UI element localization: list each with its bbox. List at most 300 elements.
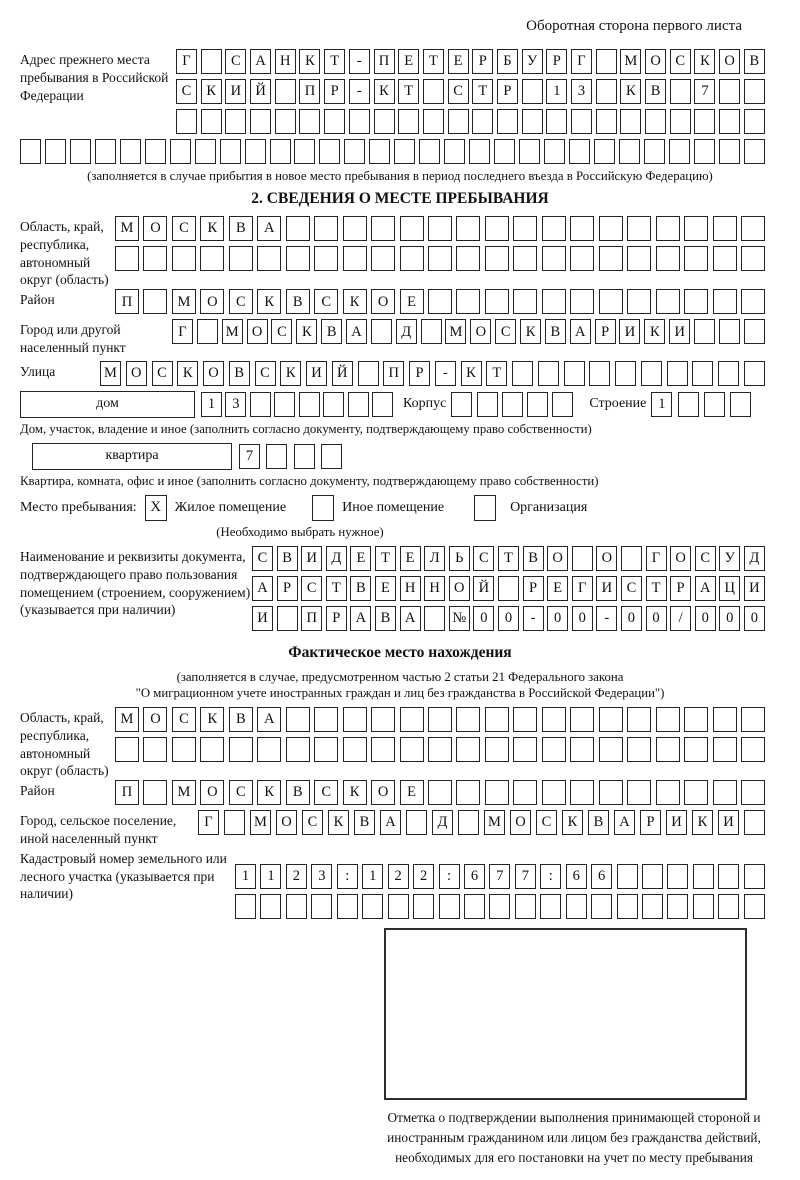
char-cell[interactable]: 1 xyxy=(235,864,256,889)
char-cell[interactable] xyxy=(95,139,116,164)
char-cell[interactable] xyxy=(667,361,688,386)
char-cell[interactable] xyxy=(670,109,691,134)
char-cell[interactable]: А xyxy=(252,576,273,601)
char-cell[interactable]: О xyxy=(470,319,491,344)
char-cell[interactable]: И xyxy=(252,606,273,631)
char-cell[interactable]: 7 xyxy=(515,864,536,889)
char-cell[interactable]: К xyxy=(257,289,281,314)
char-cell[interactable] xyxy=(627,707,651,732)
char-cell[interactable] xyxy=(456,216,480,241)
char-cell[interactable] xyxy=(428,737,452,762)
char-cell[interactable]: О xyxy=(200,780,224,805)
char-cell[interactable] xyxy=(270,139,291,164)
char-cell[interactable]: С xyxy=(302,810,323,835)
char-cell[interactable]: Р xyxy=(277,576,298,601)
char-cell[interactable]: О xyxy=(510,810,531,835)
char-cell[interactable]: 2 xyxy=(388,864,409,889)
char-cell[interactable]: Ц xyxy=(719,576,740,601)
char-cell[interactable] xyxy=(589,361,610,386)
char-cell[interactable] xyxy=(566,894,587,919)
char-cell[interactable]: Р xyxy=(472,49,493,74)
char-cell[interactable] xyxy=(469,139,490,164)
char-cell[interactable]: Е xyxy=(547,576,568,601)
char-cell[interactable]: Т xyxy=(398,79,419,104)
char-cell[interactable]: О xyxy=(596,546,617,571)
char-cell[interactable] xyxy=(421,319,442,344)
char-cell[interactable]: Р xyxy=(409,361,430,386)
char-cell[interactable]: К xyxy=(343,289,367,314)
char-cell[interactable]: К xyxy=(280,361,301,386)
char-cell[interactable]: 7 xyxy=(489,864,510,889)
char-cell[interactable] xyxy=(617,894,638,919)
char-cell[interactable]: К xyxy=(520,319,541,344)
char-cell[interactable]: - xyxy=(435,361,456,386)
char-cell[interactable] xyxy=(513,737,537,762)
char-cell[interactable] xyxy=(372,392,393,417)
char-cell[interactable]: К xyxy=(692,810,713,835)
char-cell[interactable]: 0 xyxy=(719,606,740,631)
char-cell[interactable] xyxy=(571,109,592,134)
char-cell[interactable] xyxy=(369,139,390,164)
char-cell[interactable] xyxy=(448,109,469,134)
char-cell[interactable]: М xyxy=(620,49,641,74)
char-cell[interactable] xyxy=(464,894,485,919)
char-cell[interactable]: О xyxy=(547,546,568,571)
char-cell[interactable] xyxy=(596,49,617,74)
char-cell[interactable] xyxy=(456,737,480,762)
char-cell[interactable] xyxy=(741,289,765,314)
char-cell[interactable]: А xyxy=(257,216,281,241)
char-cell[interactable]: 1 xyxy=(546,79,567,104)
char-cell[interactable]: Е xyxy=(400,780,424,805)
char-cell[interactable]: / xyxy=(670,606,691,631)
char-cell[interactable] xyxy=(522,79,543,104)
char-cell[interactable] xyxy=(314,216,338,241)
char-cell[interactable] xyxy=(570,737,594,762)
char-cell[interactable]: К xyxy=(200,707,224,732)
char-cell[interactable] xyxy=(344,139,365,164)
char-cell[interactable]: 2 xyxy=(286,864,307,889)
char-cell[interactable] xyxy=(250,109,271,134)
char-cell[interactable]: А xyxy=(257,707,281,732)
char-cell[interactable]: О xyxy=(143,707,167,732)
char-cell[interactable]: Т xyxy=(375,546,396,571)
char-cell[interactable]: О xyxy=(371,780,395,805)
char-cell[interactable]: Д xyxy=(396,319,417,344)
char-cell[interactable] xyxy=(570,780,594,805)
char-cell[interactable] xyxy=(591,894,612,919)
char-cell[interactable] xyxy=(371,246,395,271)
char-cell[interactable] xyxy=(513,289,537,314)
char-cell[interactable]: Т xyxy=(472,79,493,104)
char-cell[interactable]: С xyxy=(271,319,292,344)
char-cell[interactable] xyxy=(667,894,688,919)
char-cell[interactable] xyxy=(741,707,765,732)
char-cell[interactable] xyxy=(718,864,739,889)
char-cell[interactable]: П xyxy=(115,780,139,805)
char-cell[interactable] xyxy=(458,810,479,835)
char-cell[interactable]: П xyxy=(301,606,322,631)
char-cell[interactable] xyxy=(286,737,310,762)
char-cell[interactable]: Д xyxy=(744,546,765,571)
char-cell[interactable] xyxy=(546,109,567,134)
char-cell[interactable] xyxy=(656,737,680,762)
char-cell[interactable]: В xyxy=(545,319,566,344)
char-cell[interactable] xyxy=(693,894,714,919)
char-cell[interactable] xyxy=(456,246,480,271)
char-cell[interactable]: Е xyxy=(448,49,469,74)
char-cell[interactable] xyxy=(343,246,367,271)
char-cell[interactable] xyxy=(394,139,415,164)
char-cell[interactable]: 3 xyxy=(225,392,246,417)
char-cell[interactable] xyxy=(257,737,281,762)
char-cell[interactable] xyxy=(570,289,594,314)
char-cell[interactable]: Л xyxy=(424,546,445,571)
char-cell[interactable] xyxy=(120,139,141,164)
char-cell[interactable] xyxy=(515,894,536,919)
char-cell[interactable]: 0 xyxy=(572,606,593,631)
char-cell[interactable] xyxy=(314,246,338,271)
char-cell[interactable] xyxy=(400,216,424,241)
char-cell[interactable] xyxy=(229,246,253,271)
char-cell[interactable]: М xyxy=(115,707,139,732)
char-cell[interactable] xyxy=(143,289,167,314)
char-cell[interactable]: Е xyxy=(400,546,421,571)
char-cell[interactable] xyxy=(229,737,253,762)
char-cell[interactable]: - xyxy=(523,606,544,631)
char-cell[interactable] xyxy=(694,319,715,344)
char-cell[interactable]: К xyxy=(177,361,198,386)
char-cell[interactable]: Н xyxy=(400,576,421,601)
char-cell[interactable]: О xyxy=(126,361,147,386)
char-cell[interactable]: В xyxy=(350,576,371,601)
char-cell[interactable] xyxy=(428,216,452,241)
char-cell[interactable]: А xyxy=(400,606,421,631)
char-cell[interactable] xyxy=(572,546,593,571)
char-cell[interactable]: : xyxy=(540,864,561,889)
char-cell[interactable] xyxy=(684,707,708,732)
char-cell[interactable]: : xyxy=(337,864,358,889)
char-cell[interactable] xyxy=(220,139,241,164)
char-cell[interactable]: О xyxy=(719,49,740,74)
char-cell[interactable]: С xyxy=(152,361,173,386)
char-cell[interactable]: 1 xyxy=(260,864,281,889)
char-cell[interactable] xyxy=(564,361,585,386)
char-cell[interactable]: Д xyxy=(432,810,453,835)
char-cell[interactable] xyxy=(374,109,395,134)
char-cell[interactable] xyxy=(362,894,383,919)
char-cell[interactable]: К xyxy=(201,79,222,104)
char-cell[interactable]: Т xyxy=(326,576,347,601)
char-cell[interactable]: С xyxy=(314,780,338,805)
char-cell[interactable] xyxy=(744,319,765,344)
char-cell[interactable] xyxy=(343,216,367,241)
char-cell[interactable]: 0 xyxy=(744,606,765,631)
char-cell[interactable] xyxy=(538,361,559,386)
char-cell[interactable] xyxy=(542,246,566,271)
char-cell[interactable] xyxy=(201,109,222,134)
char-cell[interactable] xyxy=(718,894,739,919)
char-cell[interactable]: С xyxy=(448,79,469,104)
char-cell[interactable] xyxy=(115,737,139,762)
char-cell[interactable] xyxy=(200,246,224,271)
char-cell[interactable]: С xyxy=(314,289,338,314)
char-cell[interactable]: Т xyxy=(486,361,507,386)
char-cell[interactable] xyxy=(143,780,167,805)
char-cell[interactable] xyxy=(451,392,472,417)
char-cell[interactable] xyxy=(719,319,740,344)
char-cell[interactable]: 7 xyxy=(694,79,715,104)
char-cell[interactable]: Е xyxy=(398,49,419,74)
char-cell[interactable] xyxy=(197,319,218,344)
char-cell[interactable]: В xyxy=(375,606,396,631)
char-cell[interactable]: 0 xyxy=(621,606,642,631)
char-cell[interactable] xyxy=(599,737,623,762)
char-cell[interactable] xyxy=(744,810,765,835)
char-cell[interactable]: С xyxy=(172,216,196,241)
char-cell[interactable] xyxy=(684,780,708,805)
char-cell[interactable]: И xyxy=(718,810,739,835)
char-cell[interactable] xyxy=(170,139,191,164)
char-cell[interactable] xyxy=(371,707,395,732)
char-cell[interactable]: 2 xyxy=(413,864,434,889)
char-cell[interactable] xyxy=(642,864,663,889)
char-cell[interactable] xyxy=(444,139,465,164)
char-cell[interactable] xyxy=(513,707,537,732)
char-cell[interactable] xyxy=(542,780,566,805)
char-cell[interactable]: О xyxy=(371,289,395,314)
char-cell[interactable] xyxy=(257,246,281,271)
char-cell[interactable]: И xyxy=(666,810,687,835)
char-cell[interactable]: А xyxy=(250,49,271,74)
char-cell[interactable]: С xyxy=(255,361,276,386)
char-cell[interactable] xyxy=(552,392,573,417)
char-cell[interactable] xyxy=(195,139,216,164)
char-cell[interactable]: А xyxy=(346,319,367,344)
char-cell[interactable]: С xyxy=(229,780,253,805)
char-cell[interactable] xyxy=(274,392,295,417)
char-cell[interactable] xyxy=(419,139,440,164)
char-cell[interactable]: И xyxy=(596,576,617,601)
char-cell[interactable] xyxy=(20,139,41,164)
char-cell[interactable] xyxy=(477,392,498,417)
char-cell[interactable] xyxy=(250,392,271,417)
char-cell[interactable] xyxy=(472,109,493,134)
char-cell[interactable] xyxy=(485,737,509,762)
char-cell[interactable]: К xyxy=(257,780,281,805)
char-cell[interactable]: О xyxy=(645,49,666,74)
char-cell[interactable] xyxy=(570,707,594,732)
char-cell[interactable] xyxy=(718,361,739,386)
char-cell[interactable]: В xyxy=(286,289,310,314)
char-cell[interactable]: М xyxy=(172,780,196,805)
char-cell[interactable] xyxy=(294,444,315,469)
char-cell[interactable] xyxy=(644,139,665,164)
char-cell[interactable]: А xyxy=(614,810,635,835)
char-cell[interactable] xyxy=(599,246,623,271)
char-cell[interactable]: Е xyxy=(350,546,371,571)
char-cell[interactable]: О xyxy=(276,810,297,835)
char-cell[interactable]: П xyxy=(115,289,139,314)
char-cell[interactable] xyxy=(744,109,765,134)
char-cell[interactable]: И xyxy=(301,546,322,571)
char-cell[interactable]: Г xyxy=(572,576,593,601)
char-cell[interactable] xyxy=(741,737,765,762)
char-cell[interactable] xyxy=(621,546,642,571)
char-cell[interactable]: Й xyxy=(332,361,353,386)
char-cell[interactable]: В xyxy=(588,810,609,835)
char-cell[interactable] xyxy=(400,707,424,732)
char-cell[interactable]: М xyxy=(172,289,196,314)
char-cell[interactable] xyxy=(656,246,680,271)
char-cell[interactable] xyxy=(656,780,680,805)
char-cell[interactable] xyxy=(619,139,640,164)
char-cell[interactable] xyxy=(299,109,320,134)
char-cell[interactable] xyxy=(684,737,708,762)
char-cell[interactable] xyxy=(456,707,480,732)
char-cell[interactable]: 6 xyxy=(591,864,612,889)
char-cell[interactable]: С xyxy=(301,576,322,601)
char-cell[interactable] xyxy=(719,79,740,104)
char-cell[interactable] xyxy=(599,289,623,314)
char-cell[interactable]: Е xyxy=(375,576,396,601)
char-cell[interactable] xyxy=(522,109,543,134)
char-cell[interactable]: Й xyxy=(250,79,271,104)
char-cell[interactable] xyxy=(719,139,740,164)
char-cell[interactable]: № xyxy=(449,606,470,631)
char-cell[interactable]: 0 xyxy=(646,606,667,631)
char-cell[interactable]: С xyxy=(225,49,246,74)
char-cell[interactable] xyxy=(413,894,434,919)
char-cell[interactable] xyxy=(319,139,340,164)
char-cell[interactable] xyxy=(512,361,533,386)
char-cell[interactable] xyxy=(670,79,691,104)
char-cell[interactable] xyxy=(569,139,590,164)
char-cell[interactable] xyxy=(245,139,266,164)
char-cell[interactable] xyxy=(428,780,452,805)
char-cell[interactable]: Й xyxy=(473,576,494,601)
char-cell[interactable]: Т xyxy=(498,546,519,571)
char-cell[interactable] xyxy=(694,139,715,164)
char-cell[interactable] xyxy=(286,246,310,271)
char-cell[interactable] xyxy=(400,737,424,762)
char-cell[interactable] xyxy=(741,780,765,805)
char-cell[interactable]: К xyxy=(328,810,349,835)
char-cell[interactable] xyxy=(275,109,296,134)
char-cell[interactable] xyxy=(542,216,566,241)
char-cell[interactable] xyxy=(485,707,509,732)
char-cell[interactable] xyxy=(544,139,565,164)
char-cell[interactable]: 3 xyxy=(571,79,592,104)
char-cell[interactable]: 0 xyxy=(547,606,568,631)
char-cell[interactable]: К xyxy=(644,319,665,344)
char-cell[interactable] xyxy=(497,109,518,134)
char-cell[interactable] xyxy=(669,139,690,164)
char-cell[interactable] xyxy=(704,392,725,417)
char-cell[interactable] xyxy=(314,737,338,762)
char-cell[interactable]: 7 xyxy=(239,444,260,469)
char-cell[interactable] xyxy=(513,216,537,241)
char-cell[interactable]: О xyxy=(670,546,691,571)
char-cell[interactable]: В xyxy=(277,546,298,571)
char-cell[interactable] xyxy=(439,894,460,919)
char-cell[interactable]: Р xyxy=(324,79,345,104)
char-cell[interactable] xyxy=(235,894,256,919)
char-cell[interactable]: К xyxy=(374,79,395,104)
char-cell[interactable]: 6 xyxy=(566,864,587,889)
char-cell[interactable] xyxy=(498,576,519,601)
char-cell[interactable]: - xyxy=(349,49,370,74)
char-cell[interactable]: Г xyxy=(571,49,592,74)
char-cell[interactable] xyxy=(656,289,680,314)
char-cell[interactable] xyxy=(485,780,509,805)
char-cell[interactable]: Н xyxy=(275,49,296,74)
char-cell[interactable]: Г xyxy=(172,319,193,344)
char-cell[interactable] xyxy=(348,392,369,417)
char-cell[interactable]: И xyxy=(225,79,246,104)
char-cell[interactable]: 1 xyxy=(651,392,672,417)
char-cell[interactable]: И xyxy=(619,319,640,344)
char-cell[interactable] xyxy=(513,780,537,805)
char-cell[interactable] xyxy=(741,246,765,271)
char-cell[interactable] xyxy=(570,216,594,241)
char-cell[interactable]: М xyxy=(484,810,505,835)
char-cell[interactable] xyxy=(172,246,196,271)
char-cell[interactable] xyxy=(286,894,307,919)
char-cell[interactable]: К xyxy=(343,780,367,805)
char-cell[interactable]: О xyxy=(203,361,224,386)
char-cell[interactable] xyxy=(225,109,246,134)
char-cell[interactable]: Ь xyxy=(449,546,470,571)
char-cell[interactable] xyxy=(388,894,409,919)
char-cell[interactable]: С xyxy=(229,289,253,314)
char-cell[interactable]: М xyxy=(115,216,139,241)
char-cell[interactable]: П xyxy=(383,361,404,386)
char-cell[interactable]: В xyxy=(645,79,666,104)
char-cell[interactable] xyxy=(519,139,540,164)
char-cell[interactable] xyxy=(744,864,765,889)
char-cell[interactable] xyxy=(428,246,452,271)
char-cell[interactable] xyxy=(693,864,714,889)
char-cell[interactable]: 1 xyxy=(362,864,383,889)
char-cell[interactable] xyxy=(314,707,338,732)
char-cell[interactable]: А xyxy=(570,319,591,344)
char-cell[interactable] xyxy=(713,216,737,241)
char-cell[interactable]: 0 xyxy=(473,606,494,631)
char-cell[interactable]: В xyxy=(286,780,310,805)
char-cell[interactable]: В xyxy=(229,216,253,241)
char-cell[interactable] xyxy=(400,246,424,271)
char-cell[interactable] xyxy=(713,737,737,762)
char-cell[interactable]: О xyxy=(200,289,224,314)
char-cell[interactable] xyxy=(115,246,139,271)
char-cell[interactable]: М xyxy=(445,319,466,344)
char-cell[interactable] xyxy=(713,246,737,271)
char-cell[interactable] xyxy=(299,392,320,417)
char-cell[interactable] xyxy=(260,894,281,919)
char-cell[interactable] xyxy=(277,606,298,631)
char-cell[interactable] xyxy=(286,707,310,732)
char-cell[interactable] xyxy=(323,392,344,417)
char-cell[interactable] xyxy=(321,444,342,469)
char-cell[interactable]: 3 xyxy=(311,864,332,889)
char-cell[interactable]: М xyxy=(222,319,243,344)
char-cell[interactable]: У xyxy=(522,49,543,74)
checkbox-other-premises[interactable] xyxy=(312,495,334,521)
char-cell[interactable]: С xyxy=(172,707,196,732)
char-cell[interactable] xyxy=(294,139,315,164)
char-cell[interactable]: - xyxy=(596,606,617,631)
